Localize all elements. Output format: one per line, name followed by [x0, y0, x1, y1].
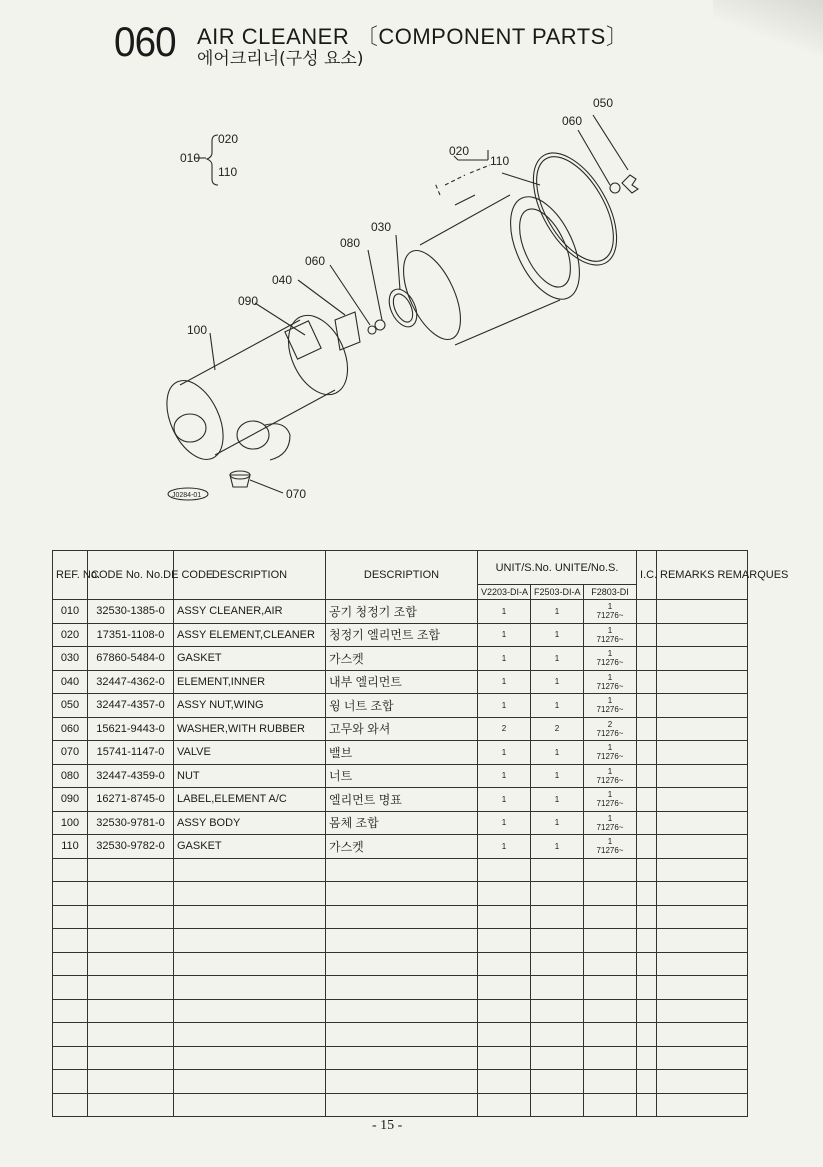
empty-table-row: [53, 858, 748, 882]
body-100-end: [277, 306, 360, 404]
header-code: CODE No. No.DE CODE: [88, 551, 174, 600]
header-unit-1: V2203-DI-A: [478, 585, 531, 600]
outer-element-end: [392, 242, 472, 348]
empty-cell: [478, 952, 531, 976]
remarks-cell: [657, 717, 748, 741]
empty-cell: [531, 952, 584, 976]
callout-060-top: 060: [562, 114, 583, 128]
code-cell: 32447-4362-0: [88, 670, 174, 694]
empty-cell: [53, 952, 88, 976]
qty-unit-2-cell: 2: [531, 717, 584, 741]
empty-cell: [657, 929, 748, 953]
empty-cell: [174, 929, 326, 953]
qty-unit-3-cell: [584, 764, 637, 788]
qty-unit-2-cell: 1: [531, 741, 584, 765]
empty-table-row: [53, 905, 748, 929]
empty-cell: [88, 1070, 174, 1094]
empty-cell: [478, 976, 531, 1000]
header-description-kr: DESCRIPTION: [326, 551, 478, 600]
empty-cell: [53, 858, 88, 882]
empty-cell: [53, 1093, 88, 1117]
code-cell: 32530-9781-0: [88, 811, 174, 835]
qty-unit-3-cell: [584, 741, 637, 765]
empty-cell: [326, 1070, 478, 1094]
empty-cell: [478, 882, 531, 906]
description-en-cell: ASSY CLEANER,AIR: [174, 600, 326, 624]
empty-cell: [478, 929, 531, 953]
qty-value: 1: [607, 813, 613, 823]
qty-value: 1: [607, 672, 613, 682]
ref-cell: 080: [53, 764, 88, 788]
empty-cell: [637, 882, 657, 906]
empty-cell: [584, 976, 637, 1000]
callout-010: 010: [180, 151, 201, 165]
outlet-pipe: [174, 414, 206, 442]
empty-cell: [478, 905, 531, 929]
empty-cell: [88, 929, 174, 953]
ref-cell: 010: [53, 600, 88, 624]
description-kr-cell: 엘리먼트 명표: [326, 788, 478, 812]
empty-cell: [637, 1093, 657, 1117]
empty-cell: [88, 1046, 174, 1070]
empty-cell: [53, 882, 88, 906]
empty-cell: [531, 882, 584, 906]
remarks-cell: [657, 647, 748, 671]
description-kr-cell: 가스켓: [326, 647, 478, 671]
empty-cell: [657, 976, 748, 1000]
empty-table-row: [53, 1023, 748, 1047]
empty-cell: [584, 905, 637, 929]
qty-unit-3-cell: [584, 670, 637, 694]
qty-value: 1: [607, 766, 613, 776]
qty-value: 1: [607, 837, 613, 847]
empty-cell: [326, 1093, 478, 1117]
ref-cell: 020: [53, 623, 88, 647]
leader-lines: [210, 115, 628, 493]
empty-cell: [88, 1023, 174, 1047]
qty-unit-3-cell: [584, 811, 637, 835]
empty-cell: [657, 999, 748, 1023]
empty-cell: [53, 929, 88, 953]
callout-110-bracket: 110: [218, 165, 238, 179]
empty-cell: [531, 929, 584, 953]
empty-cell: [637, 976, 657, 1000]
empty-cell: [637, 1046, 657, 1070]
description-en-cell: LABEL,ELEMENT A/C: [174, 788, 326, 812]
qty-unit-1-cell: 1: [478, 764, 531, 788]
empty-cell: [584, 1046, 637, 1070]
empty-cell: [531, 905, 584, 929]
empty-cell: [326, 905, 478, 929]
element-outline-dashed: [435, 165, 490, 195]
qty-unit-2-cell: 1: [531, 623, 584, 647]
serial-number: 71276~: [596, 822, 624, 832]
qty-value: 1: [607, 602, 613, 612]
serial-number: 71276~: [596, 611, 624, 621]
ref-cell: 030: [53, 647, 88, 671]
empty-cell: [478, 1046, 531, 1070]
nut-080: [375, 320, 385, 330]
qty-unit-2-cell: 1: [531, 694, 584, 718]
qty-unit-2-cell: 1: [531, 764, 584, 788]
ref-cell: 090: [53, 788, 88, 812]
callout-050: 050: [593, 96, 614, 110]
empty-cell: [584, 1093, 637, 1117]
empty-cell: [326, 858, 478, 882]
code-cell: 32447-4357-0: [88, 694, 174, 718]
description-en-cell: VALVE: [174, 741, 326, 765]
table-row: [53, 694, 748, 718]
empty-cell: [478, 1093, 531, 1117]
remarks-cell: [657, 670, 748, 694]
header-description-en: DESCRIPTION: [174, 551, 326, 600]
table-row: [53, 647, 748, 671]
qty-value: 1: [607, 649, 613, 659]
empty-cell: [637, 1070, 657, 1094]
parts-table-body: [53, 600, 748, 1117]
page-subtitle-korean: 에어크리너(구성 요소): [197, 49, 364, 69]
air-cleaner-drawing: [0, 85, 823, 515]
outer-element-body: [420, 195, 560, 345]
empty-cell: [657, 882, 748, 906]
section-number: 060: [114, 18, 176, 65]
empty-cell: [584, 858, 637, 882]
callout-100: 100: [187, 323, 208, 337]
empty-table-row: [53, 1093, 748, 1117]
empty-cell: [53, 999, 88, 1023]
empty-cell: [174, 882, 326, 906]
remarks-cell: [657, 741, 748, 765]
empty-table-row: [53, 1070, 748, 1094]
empty-cell: [174, 952, 326, 976]
description-kr-cell: 밸브: [326, 741, 478, 765]
qty-unit-1-cell: 1: [478, 600, 531, 624]
empty-cell: [53, 1070, 88, 1094]
table-row: [53, 788, 748, 812]
qty-unit-3-cell: [584, 835, 637, 859]
empty-table-row: [53, 929, 748, 953]
empty-cell: [53, 905, 88, 929]
qty-unit-2-cell: 1: [531, 670, 584, 694]
empty-table-row: [53, 999, 748, 1023]
empty-cell: [584, 952, 637, 976]
callout-080: 080: [340, 236, 361, 250]
header-unit-2: F2503-DI-A: [531, 585, 584, 600]
empty-cell: [637, 999, 657, 1023]
qty-unit-3-cell: [584, 647, 637, 671]
code-cell: 32447-4359-0: [88, 764, 174, 788]
figure-code: J0284-01: [172, 492, 202, 499]
header-ic: I.C.: [637, 551, 657, 600]
table-row: [53, 623, 748, 647]
serial-number: 71276~: [596, 846, 624, 856]
outer-element-rim: [496, 186, 593, 309]
qty-unit-3-cell: [584, 623, 637, 647]
ic-cell: [637, 764, 657, 788]
code-cell: 15741-1147-0: [88, 741, 174, 765]
empty-cell: [584, 929, 637, 953]
table-row: [53, 835, 748, 859]
code-cell: 32530-1385-0: [88, 600, 174, 624]
callout-040: 040: [272, 273, 293, 287]
qty-value: 1: [607, 743, 613, 753]
empty-cell: [657, 905, 748, 929]
ref-cell: 110: [53, 835, 88, 859]
serial-number: 71276~: [596, 705, 624, 715]
description-en-cell: ASSY ELEMENT,CLEANER: [174, 623, 326, 647]
serial-number: 71276~: [596, 752, 624, 762]
qty-unit-1-cell: 1: [478, 623, 531, 647]
remarks-cell: [657, 811, 748, 835]
empty-cell: [326, 976, 478, 1000]
empty-cell: [326, 1023, 478, 1047]
empty-cell: [53, 1046, 88, 1070]
description-kr-cell: 너트: [326, 764, 478, 788]
ic-cell: [637, 694, 657, 718]
remarks-cell: [657, 600, 748, 624]
serial-number: 71276~: [596, 799, 624, 809]
empty-cell: [88, 952, 174, 976]
gasket-110-ring-inner: [521, 144, 629, 273]
empty-table-row: [53, 1046, 748, 1070]
qty-unit-1-cell: 1: [478, 647, 531, 671]
description-en-cell: GASKET: [174, 647, 326, 671]
empty-cell: [657, 1070, 748, 1094]
washer-060-top: [610, 183, 620, 193]
empty-cell: [531, 1093, 584, 1117]
empty-cell: [531, 1023, 584, 1047]
description-kr-cell: 가스켓: [326, 835, 478, 859]
code-cell: 67860-5484-0: [88, 647, 174, 671]
table-row: [53, 717, 748, 741]
remarks-cell: [657, 694, 748, 718]
empty-cell: [584, 882, 637, 906]
qty-unit-2-cell: 1: [531, 835, 584, 859]
empty-cell: [478, 858, 531, 882]
empty-cell: [531, 1046, 584, 1070]
empty-cell: [637, 905, 657, 929]
empty-table-row: [53, 952, 748, 976]
remarks-cell: [657, 623, 748, 647]
table-row: [53, 600, 748, 624]
empty-cell: [174, 905, 326, 929]
empty-cell: [637, 952, 657, 976]
empty-cell: [657, 1046, 748, 1070]
empty-cell: [531, 999, 584, 1023]
remarks-cell: [657, 788, 748, 812]
empty-cell: [584, 1023, 637, 1047]
callout-020-bracket: 020: [218, 132, 239, 146]
ic-cell: [637, 717, 657, 741]
qty-unit-1-cell: 1: [478, 670, 531, 694]
table-row: [53, 670, 748, 694]
empty-cell: [531, 858, 584, 882]
empty-cell: [584, 1070, 637, 1094]
empty-cell: [657, 1023, 748, 1047]
description-en-cell: ELEMENT,INNER: [174, 670, 326, 694]
description-kr-cell: 윙 너트 조합: [326, 694, 478, 718]
empty-cell: [326, 952, 478, 976]
empty-cell: [637, 858, 657, 882]
qty-value: 2: [607, 719, 613, 729]
empty-cell: [88, 976, 174, 1000]
serial-number: 71276~: [596, 658, 624, 668]
empty-cell: [174, 858, 326, 882]
empty-cell: [174, 1046, 326, 1070]
ic-cell: [637, 811, 657, 835]
empty-cell: [657, 1093, 748, 1117]
qty-unit-1-cell: 1: [478, 694, 531, 718]
empty-cell: [326, 929, 478, 953]
callout-090: 090: [238, 294, 259, 308]
table-row: [53, 811, 748, 835]
empty-cell: [88, 1093, 174, 1117]
empty-cell: [53, 1023, 88, 1047]
description-en-cell: ASSY NUT,WING: [174, 694, 326, 718]
empty-cell: [174, 1093, 326, 1117]
table-row: [53, 741, 748, 765]
ref-cell: 040: [53, 670, 88, 694]
empty-cell: [657, 858, 748, 882]
description-kr-cell: 몸체 조합: [326, 811, 478, 835]
ref-cell: 060: [53, 717, 88, 741]
valve-070: [230, 475, 250, 487]
empty-cell: [326, 882, 478, 906]
ref-cell: 100: [53, 811, 88, 835]
qty-unit-3-cell: [584, 694, 637, 718]
callout-020: 020: [449, 144, 470, 158]
code-cell: 17351-1108-0: [88, 623, 174, 647]
description-en-cell: ASSY BODY: [174, 811, 326, 835]
ref-cell: 070: [53, 741, 88, 765]
description-kr-cell: 내부 엘리먼트: [326, 670, 478, 694]
ic-cell: [637, 623, 657, 647]
ic-cell: [637, 670, 657, 694]
qty-unit-2-cell: 1: [531, 647, 584, 671]
empty-cell: [657, 952, 748, 976]
empty-cell: [478, 1023, 531, 1047]
callout-070: 070: [286, 487, 307, 501]
empty-cell: [478, 1070, 531, 1094]
qty-value: 1: [607, 790, 613, 800]
code-cell: 15621-9443-0: [88, 717, 174, 741]
empty-cell: [174, 1023, 326, 1047]
table-row: [53, 764, 748, 788]
description-kr-cell: 공기 청정기 조합: [326, 600, 478, 624]
callout-030: 030: [371, 220, 392, 234]
header-unit: UNIT/S.No. UNITE/No.S.: [478, 551, 637, 585]
washer-060: [368, 326, 376, 334]
ref-cell: 050: [53, 694, 88, 718]
empty-cell: [88, 905, 174, 929]
empty-cell: [174, 1070, 326, 1094]
empty-cell: [531, 976, 584, 1000]
empty-table-row: [53, 882, 748, 906]
serial-number: 71276~: [596, 634, 624, 644]
parts-table: [52, 550, 789, 1117]
description-kr-cell: 청정기 엘리먼트 조합: [326, 623, 478, 647]
code-cell: 32530-9782-0: [88, 835, 174, 859]
empty-cell: [637, 1023, 657, 1047]
description-en-cell: NUT: [174, 764, 326, 788]
serial-number: 71276~: [596, 775, 624, 785]
qty-unit-2-cell: 1: [531, 811, 584, 835]
bracket-010: [207, 135, 218, 185]
empty-cell: [584, 999, 637, 1023]
qty-unit-1-cell: 1: [478, 835, 531, 859]
qty-value: 1: [607, 696, 613, 706]
description-kr-cell: 고무와 와셔: [326, 717, 478, 741]
page-corner-fold: [713, 0, 823, 60]
ic-cell: [637, 741, 657, 765]
empty-cell: [478, 999, 531, 1023]
empty-cell: [174, 976, 326, 1000]
ic-cell: [637, 835, 657, 859]
empty-cell: [88, 882, 174, 906]
qty-unit-1-cell: 2: [478, 717, 531, 741]
empty-cell: [53, 976, 88, 1000]
empty-cell: [326, 1046, 478, 1070]
empty-cell: [326, 999, 478, 1023]
empty-cell: [88, 858, 174, 882]
header-ref: REF. No.: [53, 551, 88, 600]
description-en-cell: WASHER,WITH RUBBER: [174, 717, 326, 741]
serial-number: 71276~: [596, 681, 624, 691]
callout-060: 060: [305, 254, 326, 268]
empty-cell: [88, 999, 174, 1023]
ic-cell: [637, 788, 657, 812]
qty-unit-3-cell: [584, 717, 637, 741]
empty-cell: [531, 1070, 584, 1094]
exploded-parts-diagram: [0, 85, 823, 515]
remarks-cell: [657, 764, 748, 788]
body-100-shell: [180, 320, 335, 455]
description-en-cell: GASKET: [174, 835, 326, 859]
qty-unit-1-cell: 1: [478, 788, 531, 812]
ic-cell: [637, 600, 657, 624]
page-title: AIR CLEANER 〔COMPONENT PARTS〕: [197, 24, 629, 49]
qty-unit-1-cell: 1: [478, 811, 531, 835]
qty-unit-3-cell: [584, 600, 637, 624]
qty-unit-2-cell: 1: [531, 788, 584, 812]
inner-element-040: [335, 312, 360, 350]
empty-table-row: [53, 976, 748, 1000]
callout-110: 110: [490, 154, 510, 168]
empty-cell: [637, 929, 657, 953]
qty-unit-1-cell: 1: [478, 741, 531, 765]
qty-unit-2-cell: 1: [531, 600, 584, 624]
wing-nut-050: [622, 175, 638, 193]
remarks-cell: [657, 835, 748, 859]
empty-cell: [174, 999, 326, 1023]
serial-number: 71276~: [596, 728, 624, 738]
qty-value: 1: [607, 625, 613, 635]
header-unit-3: F2803-DI: [584, 585, 637, 600]
qty-unit-3-cell: [584, 788, 637, 812]
ic-cell: [637, 647, 657, 671]
code-cell: 16271-8745-0: [88, 788, 174, 812]
gasket-030: [384, 285, 423, 331]
header-remarks: REMARKS REMARQUES: [657, 551, 748, 600]
body-100-front: [155, 372, 234, 468]
page-number: - 15 -: [372, 1118, 403, 1133]
